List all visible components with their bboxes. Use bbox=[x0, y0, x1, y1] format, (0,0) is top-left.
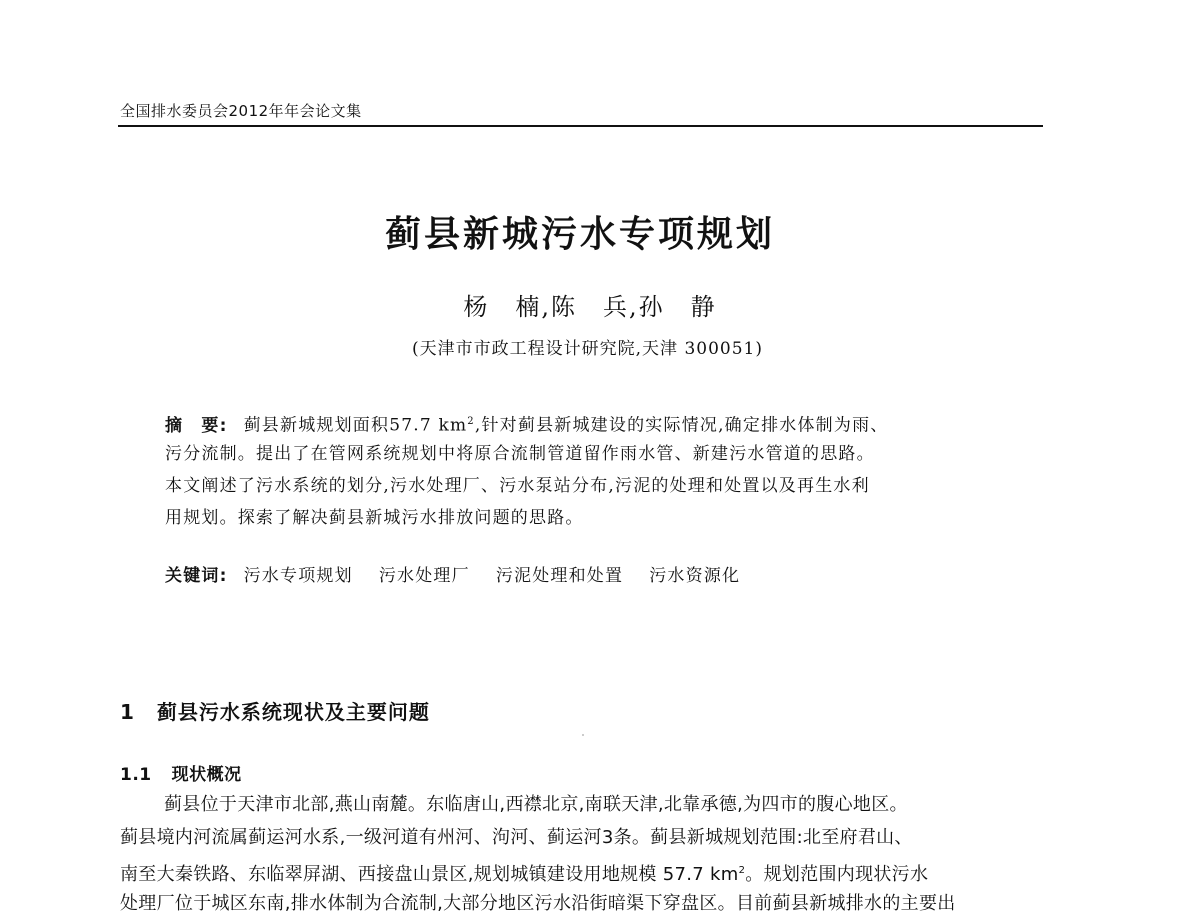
superscript: 2 bbox=[467, 416, 475, 427]
keyword: 污水资源化 bbox=[649, 566, 741, 586]
paper-title: 蓟县新城污水专项规划 bbox=[384, 214, 775, 255]
section-title: 蓟县污水系统现状及主要问题 bbox=[156, 700, 430, 724]
body-line: 蓟县位于天津市北部,燕山南麓。东临唐山,西襟北京,南联天津,北靠承德,为四市的腹心地区。 bbox=[164, 794, 908, 815]
abstract-line bbox=[165, 406, 1035, 438]
body-line: 处理厂位于城区东南,排水体制为合流制,大部分地区污水沿街暗渠下穿盘区。目前蓟县新城排水的主要出 bbox=[120, 893, 956, 914]
body-text: 南至大秦铁路、东临翠屏湖、西接盘山景区,规划城镇建设用地规模 57.7 km bbox=[120, 864, 739, 885]
scan-speck bbox=[582, 734, 584, 736]
body-line: 蓟县境内河流属蓟运河水系,一级河道有州河、泃河、蓟运河3条。蓟县新城规划范围:北至府君山、 bbox=[120, 827, 913, 848]
running-header: 全国排水委员会2012年年会论文集 bbox=[120, 102, 362, 120]
abstract-line: 本文阐述了污水系统的划分,污水处理厂、污水泵站分布,污泥的处理和处置以及再生水利 bbox=[165, 476, 870, 496]
keywords bbox=[165, 561, 766, 586]
abstract-line: 污分流制。提出了在管网系统规划中将原合流制管道留作雨水管、新建污水管道的思路。 bbox=[165, 444, 875, 464]
superscript: 2 bbox=[738, 865, 746, 876]
keyword: 污水处理厂 bbox=[378, 566, 470, 586]
section-heading bbox=[120, 696, 430, 725]
keywords-label: 关键词: bbox=[165, 566, 228, 586]
abstract bbox=[165, 406, 1035, 534]
author-affiliation: (天津市市政工程设计研究院,天津 300051) bbox=[412, 339, 763, 359]
keyword: 污水专项规划 bbox=[243, 566, 353, 586]
subsection-heading bbox=[120, 760, 242, 785]
abstract-line: 用规划。探索了解决蓟县新城污水排放问题的思路。 bbox=[165, 508, 584, 528]
body-paragraph bbox=[120, 788, 1060, 920]
header-rule bbox=[118, 125, 1043, 127]
abstract-text: 蓟县新城规划面积57.7 km bbox=[243, 415, 468, 436]
body-line bbox=[120, 854, 1060, 887]
section-number: 1 bbox=[120, 700, 135, 724]
body-text: 。规划范围内现状污水 bbox=[745, 864, 929, 885]
subsection-title: 现状概况 bbox=[171, 765, 242, 785]
subsection-number: 1.1 bbox=[120, 765, 152, 785]
abstract-label: 摘 要: bbox=[165, 415, 228, 436]
keyword: 污泥处理和处置 bbox=[495, 566, 624, 586]
paper-authors: 杨 楠,陈 兵,孙 静 bbox=[463, 293, 717, 321]
abstract-text: ,针对蓟县新城建设的实际情况,确定排水体制为雨、 bbox=[474, 415, 889, 436]
